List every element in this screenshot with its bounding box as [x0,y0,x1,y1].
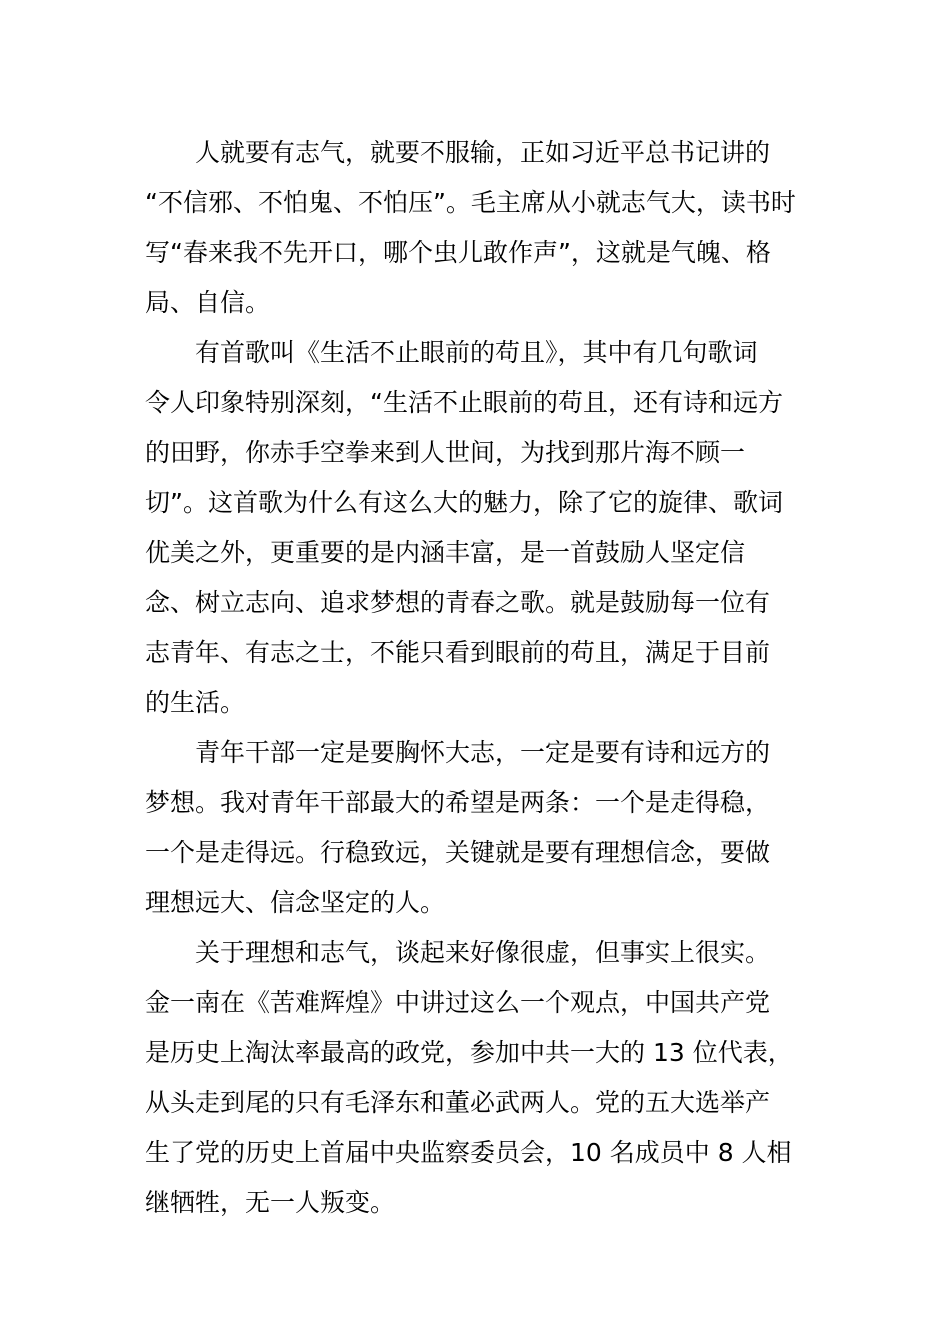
text-line: 金一南在《苦难辉煌》中讲过这么一个观点，中国共产党 [145,988,771,1017]
text-line: 一个是走得远。行稳致远，关键就是要有理想信念，要做 [145,838,771,867]
text-line: 念、树立志向、追求梦想的青春之歌。就是鼓励每一位有 [145,588,771,617]
text-line: 是历史上淘汰率最高的政党，参加中共一大的 13 位代表， [145,1038,793,1067]
document-page [145,128,805,1228]
text-line: 关于理想和志气，谈起来好像很虚，但事实上很实。 [195,938,771,967]
text-line: 从头走到尾的只有毛泽东和董必武两人。党的五大选举产 [145,1088,771,1117]
text-line: 理想远大、信念坚定的人。 [145,888,446,917]
text-line: 青年干部一定是要胸怀大志，一定是要有诗和远方的 [195,738,771,767]
text-line: 梦想。我对青年干部最大的希望是两条：一个是走得稳， [145,788,771,817]
text-line: 局、自信。 [145,288,271,317]
paragraph-2 [145,328,805,728]
text-line: 有首歌叫《生活不止眼前的苟且》，其中有几句歌词 [195,338,758,367]
paragraph-1 [145,128,805,328]
text-line: 人就要有志气，就要不服输，正如习近平总书记讲的 [195,138,771,167]
text-line: 优美之外，更重要的是内涵丰富，是一首鼓励人坚定信 [145,538,746,567]
text-line: 志青年、有志之士，不能只看到眼前的苟且，满足于目前 [145,638,771,667]
text-line: 切”。这首歌为什么有这么大的魅力，除了它的旋律、歌词 [145,488,783,517]
text-line: 令人印象特别深刻，“生活不止眼前的苟且，还有诗和远方 [145,388,783,417]
text-line: 的田野，你赤手空拳来到人世间，为找到那片海不顾一 [145,438,746,467]
text-line: 继牺牲，无一人叛变。 [145,1188,396,1217]
text-line: 生了党的历史上首届中央监察委员会，10 名成员中 8 人相 [145,1138,792,1167]
text-line: 写“春来我不先开口，哪个虫儿敢作声”，这就是气魄、格 [145,238,771,267]
text-line: 的生活。 [145,688,246,717]
paragraph-4 [145,928,805,1228]
paragraph-3 [145,728,805,928]
text-line: “不信邪、不怕鬼、不怕压”。毛主席从小就志气大，读书时 [145,188,796,217]
